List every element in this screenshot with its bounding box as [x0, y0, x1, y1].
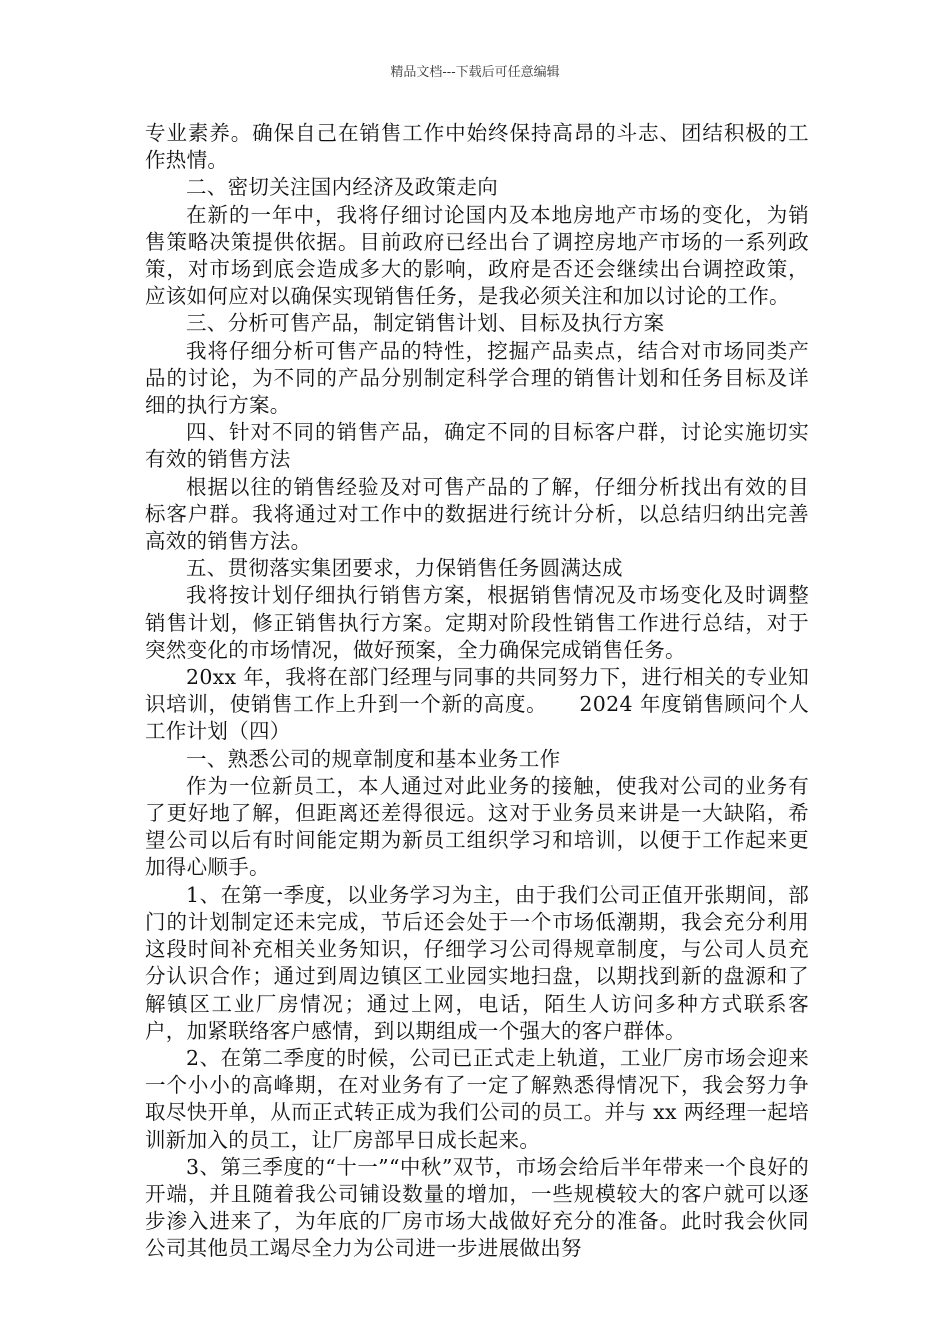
section-heading: 一、熟悉公司的规章制度和基本业务工作: [186, 746, 561, 771]
section-heading: 三、分析可售产品，制定销售计划、目标及执行方案: [186, 311, 665, 336]
paragraph: 作为一位新员工，本人通过对此业务的接触，使我对公司的业务有了更好地了解，但距离还差得很远。这对于业务员来讲是一大缺陷，希望公司以后有时间能定期为新员工组织学习和培训，以便于工作起来更加得心顺手。: [145, 773, 809, 880]
paragraph: 我将按计划仔细执行销售方案，根据销售情况及市场变化及时调整销售计划，修正销售执行方案。定期对阶段性销售工作进行总结，对于突然变化的市场情况，做好预案，全力确保完成销售任务。: [145, 583, 809, 662]
paragraph: 在新的一年中，我将仔细讨论国内及本地房地产市场的变化，为销售策略决策提供依据。目前政府已经出台了调控房地产市场的一系列政策，对市场到底会造成多大的影响，政府是否还会继续出台调控政策，应该如何应对以确保实现销售任务，是我必须关注和加以讨论的工作。: [145, 202, 809, 309]
paragraph: 1、在第一季度，以业务学习为主，由于我们公司正值开张期间，部门的计划制定还未完成，节后还会处于一个市场低潮期，我会充分利用这段时间补充相关业务知识，仔细学习公司得规章制度，与公司人员充分认识合作；通过到周边镇区工业园实地扫盘，以期找到新的盘源和了解镇区工业厂房情况；通过上网，电话，陌生人访问多种方式联系客户，加紧联络客户感情，到以期组成一个强大的客户群体。: [145, 882, 809, 1043]
section-heading: 五、贯彻落实集团要求，力保销售任务圆满达成: [186, 556, 623, 581]
section-heading: 二、密切关注国内经济及政策走向: [186, 175, 498, 200]
paragraph: 20xx 年，我将在部门经理与同事的共同努力下，进行相关的专业知识培训，使销售工作上升到一个新的高度。 2024 年度销售顾问个人工作计划（四）: [145, 665, 809, 744]
paragraph: 3、第三季度的“十一”“中秋”双节，市场会给后半年带来一个良好的开端，并且随着我公司铺设数量的增加，一些规模较大的客户就可以逐步渗入进来了，为年底的厂房市场大战做好充分的准备。此时我会伙同公司其他员工竭尽全力为公司进一步进展做出努: [145, 1154, 809, 1261]
paragraph: 专业素养。确保自己在销售工作中始终保持高昂的斗志、团结积极的工作热情。: [145, 121, 809, 173]
paragraph: 我将仔细分析可售产品的特性，挖掘产品卖点，结合对市场同类产品的讨论，为不同的产品分别制定科学合理的销售计划和任务目标及详细的执行方案。: [145, 338, 809, 418]
paragraph: 根据以往的销售经验及对可售产品的了解，仔细分析找出有效的目标客户群。我将通过对工作中的数据进行统计分析，以总结归纳出完善高效的销售方法。: [145, 474, 809, 554]
paragraph: 2、在第二季度的时候，公司已正式走上轨道，工业厂房市场会迎来一个小小的高峰期，在对业务有了一定了解熟悉得情况下，我会努力争取尽快开单，从而正式转正成为我们公司的员工。并与 xx 两经理一起培训新加入的员工，让厂房部早日成长起来。: [145, 1045, 809, 1152]
section-heading: 四、针对不同的销售产品，确定不同的目标客户群，讨论实施切实有效的销售方法: [145, 420, 809, 472]
page-header: 精品文档---下载后可任意编辑: [390, 65, 560, 80]
document-body: [145, 120, 809, 1263]
